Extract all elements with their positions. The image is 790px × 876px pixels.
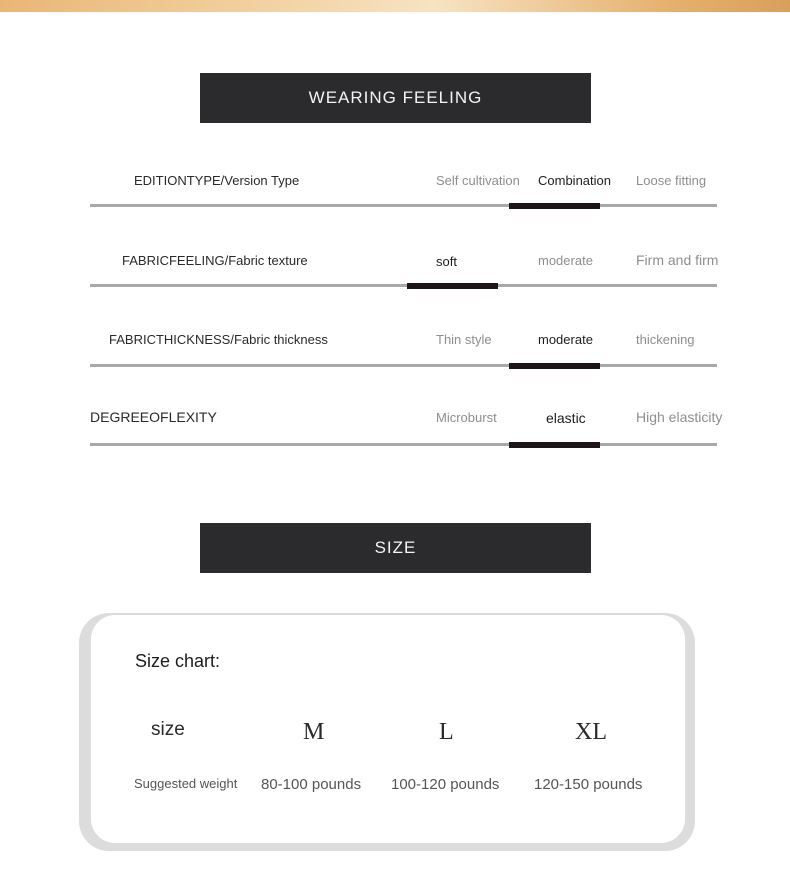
scale-line — [90, 284, 717, 287]
option-moderate-selected: moderate — [538, 332, 593, 347]
attribute-label: FABRICTHICKNESS/Fabric thickness — [109, 332, 328, 347]
wearing-feeling-banner — [200, 73, 591, 123]
option-self-cultivation: Self cultivation — [436, 173, 520, 188]
option-combination-selected: Combination — [538, 173, 611, 188]
size-chart-title: Size chart: — [135, 651, 221, 671]
attribute-label: FABRICFEELING/Fabric texture — [122, 253, 308, 268]
option-high-elasticity: High elasticity — [636, 409, 723, 425]
attribute-row-fabric-texture — [0, 240, 790, 300]
selected-marker — [509, 363, 600, 369]
suggested-weight-label: Suggested weight — [134, 776, 238, 791]
option-loose-fitting: Loose fitting — [636, 173, 707, 188]
option-thickening: thickening — [636, 332, 695, 347]
size-banner — [200, 523, 591, 573]
scale-line — [90, 364, 717, 367]
size-l: L — [439, 719, 454, 745]
option-elastic-selected: elastic — [546, 410, 586, 426]
weight-l: 100-120 pounds — [391, 776, 500, 793]
attribute-row-fabric-thickness — [0, 319, 790, 379]
attribute-row-version-type — [0, 160, 790, 220]
scale-line — [90, 204, 717, 207]
wearing-feeling-title: WEARING FEELING — [308, 88, 483, 107]
size-chart-panel — [91, 615, 685, 843]
weight-m: 80-100 pounds — [261, 776, 362, 793]
size-m: M — [303, 719, 325, 745]
scale-line — [90, 443, 717, 446]
top-accent-band — [0, 0, 790, 12]
size-chart-card — [79, 613, 695, 851]
size-xl: XL — [575, 719, 607, 745]
attribute-label: EDITIONTYPE/Version Type — [134, 173, 300, 188]
selected-marker — [509, 442, 600, 448]
option-firm-and-firm: Firm and firm — [636, 252, 719, 268]
attribute-label: DEGREEOFLEXITY — [90, 409, 217, 425]
size-header-label: size — [151, 719, 185, 740]
attribute-row-elasticity — [0, 398, 790, 458]
size-title: SIZE — [374, 538, 417, 557]
selected-marker — [509, 203, 600, 209]
option-soft-selected: soft — [436, 254, 457, 269]
option-thin-style: Thin style — [436, 332, 492, 347]
option-moderate: moderate — [538, 253, 593, 268]
weight-xl: 120-150 pounds — [534, 776, 643, 793]
option-microburst: Microburst — [436, 410, 497, 425]
selected-marker — [407, 283, 498, 289]
